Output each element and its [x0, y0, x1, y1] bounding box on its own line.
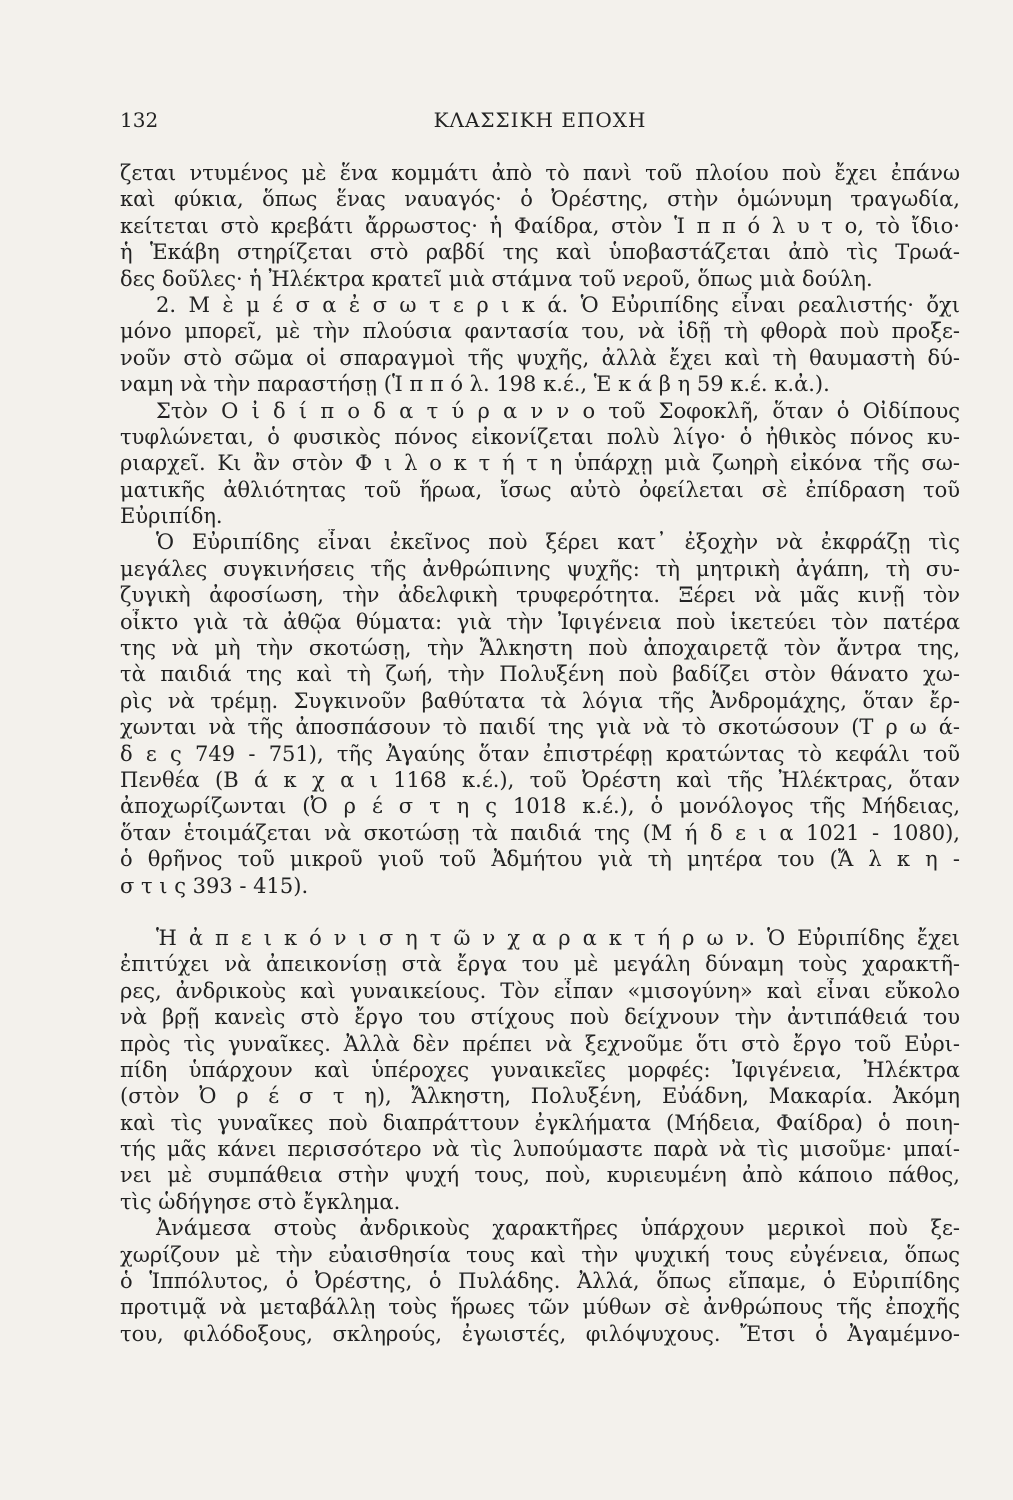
text-line: δες δοῦλες· ἡ Ἠλέκτρα κρατεῖ μιὰ στάμνα τοῦ νεροῦ, ὅπως μιὰ δούλη. [120, 266, 873, 291]
text-line: ὁ θρῆνος τοῦ μικροῦ γιοῦ τοῦ Ἀδμήτου γιὰ τὴ μητέρα του (Ἄ λ κ η - [120, 847, 960, 872]
page-number: 132 [120, 108, 159, 132]
paragraph [120, 160, 960, 292]
text-line: νοῦν στὸ σῶμα οἱ σπαραγμοὶ τῆς ψυχῆς, ἀλλὰ ἔχει καὶ τὴ θαυμαστὴ δύ- [120, 345, 960, 370]
text-line: μεγάλες συγκινήσεις τῆς ἀνθρώπινης ψυχῆς: τὴ μητρικὴ ἀγάπη, τὴ συ- [120, 556, 960, 581]
text-line: πρὸς τὶς γυναῖκες. Ἀλλὰ δὲν πρέπει νὰ ξεχνοῦμε ὅτι στὸ ἔργο τοῦ Εὐρι- [120, 1031, 960, 1056]
paragraph [120, 925, 960, 1215]
body-text [120, 160, 960, 1347]
text-line: ὅταν ἑτοιμάζεται νὰ σκοτώσῃ τὰ παιδιά της (Μ ή δ ε ι α 1021 - 1080), [120, 820, 960, 845]
text-line: τυφλώνεται, ὁ φυσικὸς πόνος εἰκονίζεται πολὺ λίγο· ὁ ἠθικὸς πόνος κυ- [120, 424, 960, 449]
text-line: χωνται νὰ τῆς ἀποσπάσουν τὸ παιδί της γιὰ νὰ τὸ σκοτώσουν (Τ ρ ω ά- [120, 715, 960, 740]
text-line: τὰ παιδιά της καὶ τὴ ζωή, τὴν Πολυξένη ποὺ βαδίζει στὸν θάνατο χω- [120, 662, 960, 687]
text-line: Εὐριπίδη. [120, 504, 223, 529]
text-line: ριαρχεῖ. Κι ἂν στὸν Φ ι λ ο κ τ ή τ η ὑπάρχῃ μιὰ ζωηρὴ εἰκόνα τῆς σω- [120, 451, 960, 476]
text-line: τὶς ὡδήγησε στὸ ἔγκλημα. [120, 1189, 401, 1214]
text-line: τής μᾶς κάνει περισσότερο νὰ τὶς λυπούμαστε παρὰ νὰ τὶς μισοῦμε· μπαί- [120, 1137, 960, 1162]
text-line: του, φιλόδοξους, σκληρούς, ἐγωιστές, φιλόψυχους. Ἔτσι ὁ Ἀγαμέμνο- [120, 1321, 960, 1346]
paragraph [120, 529, 960, 898]
text-line: καὶ τὶς γυναῖκες ποὺ διαπράττουν ἐγκλήματα (Μήδεια, Φαίδρα) ὁ ποιη- [120, 1110, 960, 1135]
text-line: ζυγικὴ ἀφοσίωση, τὴν ἀδελφικὴ τρυφερότητα. Ξέρει νὰ μᾶς κινῇ τὸν [120, 583, 960, 608]
text-line: Στὸν Ο ἰ δ ί π ο δ α τ ύ ρ α ν ν ο τοῦ Σοφοκλῆ, ὅταν ὁ Οἰδίπους [156, 398, 960, 423]
text-line: ἡ Ἑκάβη στηρίζεται στὸ ραβδί της καὶ ὑποβαστάζεται ἀπὸ τὶς Τρωά- [120, 240, 960, 265]
paragraph [120, 1215, 960, 1347]
text-line: καὶ φύκια, ὅπως ἕνας ναυαγός· ὁ Ὀρέστης, στὴν ὁμώνυμη τραγωδία, [120, 187, 960, 212]
text-line: οἶκτο γιὰ τὰ ἀθῷα θύματα: γιὰ τὴν Ἰφιγένεια ποὺ ἱκετεύει τὸν πατέρα [120, 609, 960, 634]
text-line: προτιμᾷ νὰ μεταβάλλῃ τοὺς ἥρωες τῶν μύθων σὲ ἀνθρώπους τῆς ἐποχῆς [120, 1295, 960, 1320]
running-head: ΚΛΑΣΣΙΚΗ ΕΠΟΧΗ [433, 108, 647, 132]
text-line: σ τ ι ς 393 - 415). [120, 873, 309, 898]
text-line: χωρίζουν μὲ τὴν εὐαισθησία τους καὶ τὴν ψυχική τους εὐγένεια, ὅπως [120, 1242, 960, 1267]
text-line: της νὰ μὴ τὴν σκοτώσῃ, τὴν Ἄλκηστη ποὺ ἀποχαιρετᾷ τὸν ἄντρα της, [120, 636, 960, 661]
text-line: ἐπιτύχει νὰ ἀπεικονίσῃ στὰ ἔργα του μὲ μεγάλη δύναμη τοὺς χαρακτῆ- [120, 952, 960, 977]
text-line: ἀποχωρίζωνται (Ὀ ρ έ σ τ η ς 1018 κ.έ.), ὁ μονόλογος τῆς Μήδειας, [120, 794, 960, 819]
text-line: ματικῆς ἀθλιότητας τοῦ ἥρωα, ἴσως αὐτὸ ὀφείλεται σὲ ἐπίδραση τοῦ [120, 477, 960, 502]
text-line: νὰ βρῇ κανεὶς στὸ ἔργο του στίχους ποὺ δείχνουν τὴν ἀντιπάθειά του [120, 1005, 960, 1030]
text-line: Ἡ ἀ π ε ι κ ό ν ι σ η τ ῶ ν χ α ρ α κ τ ή ρ ω ν. Ὁ Εὐριπίδης ἔχει [156, 925, 960, 950]
page-header [120, 108, 960, 138]
text-line: ρὶς νὰ τρέμῃ. Συγκινοῦν βαθύτατα τὰ λόγια τῆς Ἀνδρομάχης, ὅταν ἔρ- [120, 688, 960, 713]
paragraph [120, 398, 960, 530]
paragraph [120, 292, 960, 398]
text-line: πίδη ὑπάρχουν καὶ ὑπέροχες γυναικεῖες μορφές: Ἰφιγένεια, Ἠλέκτρα [120, 1057, 960, 1082]
text-line: ναμη νὰ τὴν παραστήσῃ (Ἱ π π ό λ. 198 κ.έ., Ἑ κ ά β η 59 κ.έ. κ.ἀ.). [120, 372, 830, 397]
text-line: Πενθέα (Β ά κ χ α ι 1168 κ.έ.), τοῦ Ὀρέστη καὶ τῆς Ἠλέκτρας, ὅταν [120, 767, 960, 792]
text-line: μόνο μπορεῖ, μὲ τὴν πλούσια φαντασία του, νὰ ἰδῇ τὴ φθορὰ ποὺ προξε- [120, 319, 960, 344]
text-line: ρες, ἀνδρικοὺς καὶ γυναικείους. Τὸν εἶπαν «μισογύνη» καὶ εἶναι εὔκολο [120, 978, 960, 1003]
text-line: ζεται ντυμένος μὲ ἕνα κομμάτι ἀπὸ τὸ πανὶ τοῦ πλοίου ποὺ ἔχει ἐπάνω [120, 161, 960, 185]
section-gap [120, 899, 960, 925]
text-line: Ἀνάμεσα στοὺς ἀνδρικοὺς χαρακτῆρες ὑπάρχουν μερικοὶ ποὺ ξε- [156, 1216, 960, 1241]
text-line: 2. Μ ὲ μ έ σ α ἐ σ ω τ ε ρ ι κ ά. Ὁ Εὐριπίδης εἶναι ρεαλιστής· ὄχι [156, 292, 960, 317]
text-line: νει μὲ συμπάθεια στὴν ψυχή τους, ποὺ, κυριευμένη ἀπὸ κάποιο πάθος, [120, 1163, 960, 1188]
text-line: (στὸν Ὀ ρ έ σ τ η), Ἄλκηστη, Πολυξένη, Εὐάδνη, Μακαρία. Ἀκόμη [120, 1084, 960, 1109]
text-line: κείτεται στὸ κρεβάτι ἄρρωστος· ἡ Φαίδρα, στὸν Ἱ π π ό λ υ τ ο, τὸ ἴδιο· [120, 213, 960, 238]
text-line: Ὁ Εὐριπίδης εἶναι ἐκεῖνος ποὺ ξέρει κατ᾿ ἐξοχὴν νὰ ἐκφράζῃ τὶς [156, 530, 960, 555]
text-line: δ ε ς 749 - 751), τῆς Ἀγαύης ὅταν ἐπιστρέφῃ κρατώντας τὸ κεφάλι τοῦ [120, 741, 960, 766]
text-line: ὁ Ἱππόλυτος, ὁ Ὀρέστης, ὁ Πυλάδης. Ἀλλά, ὅπως εἴπαμε, ὁ Εὐριπίδης [120, 1269, 960, 1294]
